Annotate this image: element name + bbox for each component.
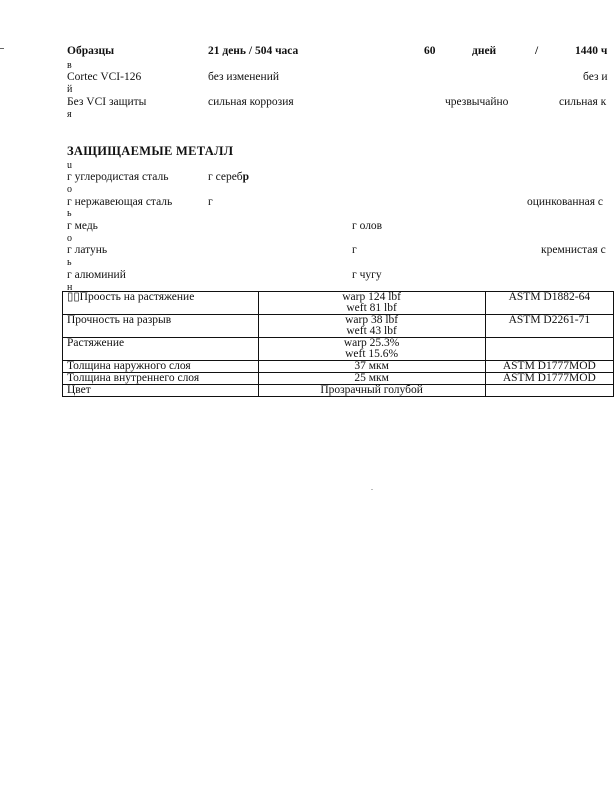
properties-table: [62, 291, 614, 397]
metal-blank: г: [208, 196, 213, 208]
metal-blank: г: [352, 244, 357, 256]
metal-galvanized: оцинкованная с: [527, 196, 604, 208]
table-row: [63, 292, 614, 315]
metal-mark: ь: [67, 257, 72, 268]
row-novci-name: Без VCI защиты: [67, 96, 147, 108]
header-slash: /: [535, 45, 539, 57]
metal-copper: г медь: [67, 220, 98, 232]
row-novci-1440: сильная к: [559, 96, 607, 108]
stray-letter: в: [67, 60, 72, 71]
prop-standard: ASTM D1777MOD: [485, 361, 613, 373]
prop-name: Толщина внутреннего слоя: [63, 373, 259, 385]
metal-silver: г серебр: [208, 171, 250, 183]
prop-value: 37 мкм: [258, 361, 485, 373]
prop-standard: ASTM D1882-64: [485, 292, 613, 315]
prop-name: Растяжение: [63, 338, 259, 361]
header-1440: 1440 ч: [575, 45, 608, 57]
prop-name: Цвет: [63, 385, 259, 397]
prop-standard: [485, 338, 613, 361]
prop-name: Толщина наружного слоя: [63, 361, 259, 373]
metal-stainless-steel: г нержавеющая сталь: [67, 196, 173, 208]
row-novci-60: чрезвычайно: [445, 96, 509, 108]
prop-value: warp 25.3% weft 15.6%: [258, 338, 485, 361]
header-day21: 21 день / 504 часа: [208, 45, 299, 57]
scan-speck: [371, 489, 373, 490]
metal-mark: о: [67, 233, 72, 244]
prop-name: Прочность на разрыв: [63, 315, 259, 338]
metal-silicon-steel: кремнистая с: [541, 244, 606, 256]
metal-cast-iron: г чугу: [352, 269, 382, 281]
metal-mark: н: [67, 282, 73, 293]
metal-mark: о: [67, 184, 72, 195]
header-samples: Образцы: [67, 45, 115, 57]
scan-mark: [0, 48, 4, 49]
metal-aluminum: г алюминий: [67, 269, 126, 281]
header-60: 60: [424, 45, 436, 57]
table-row: [63, 385, 614, 397]
header-days: дней: [472, 45, 497, 57]
metal-brass: г латунь: [67, 244, 108, 256]
metals-title: ЗАЩИЩАЕМЫЕ МЕТАЛЛ: [67, 144, 234, 158]
table-row: [63, 338, 614, 361]
metal-tin: г олов: [352, 220, 383, 232]
stray-letter: й: [67, 84, 73, 95]
table-row: [63, 373, 614, 385]
prop-value: 25 мкм: [258, 373, 485, 385]
prop-name: ▯▯Проость на растяжение: [63, 292, 259, 315]
metal-carbon-steel: г углеродистая сталь: [67, 171, 169, 183]
metal-mark: u: [67, 160, 72, 171]
prop-standard: ASTM D1777MOD: [485, 373, 613, 385]
table-row: [63, 315, 614, 338]
row-cortec-name: Cortec VCI-126: [67, 71, 142, 83]
prop-value: warp 38 lbf weft 43 lbf: [258, 315, 485, 338]
row-cortec-1440: без и: [583, 71, 608, 83]
row-novci-21: сильная коррозия: [208, 96, 294, 108]
prop-standard: ASTM D2261-71: [485, 315, 613, 338]
metal-mark: ь: [67, 208, 72, 219]
prop-standard: [485, 385, 613, 397]
prop-value: warp 124 lbf weft 81 lbf: [258, 292, 485, 315]
row-cortec-21: без изменений: [208, 71, 279, 83]
stray-letter: я: [67, 109, 72, 120]
prop-value: Прозрачный голубой: [258, 385, 485, 397]
table-row: [63, 361, 614, 373]
